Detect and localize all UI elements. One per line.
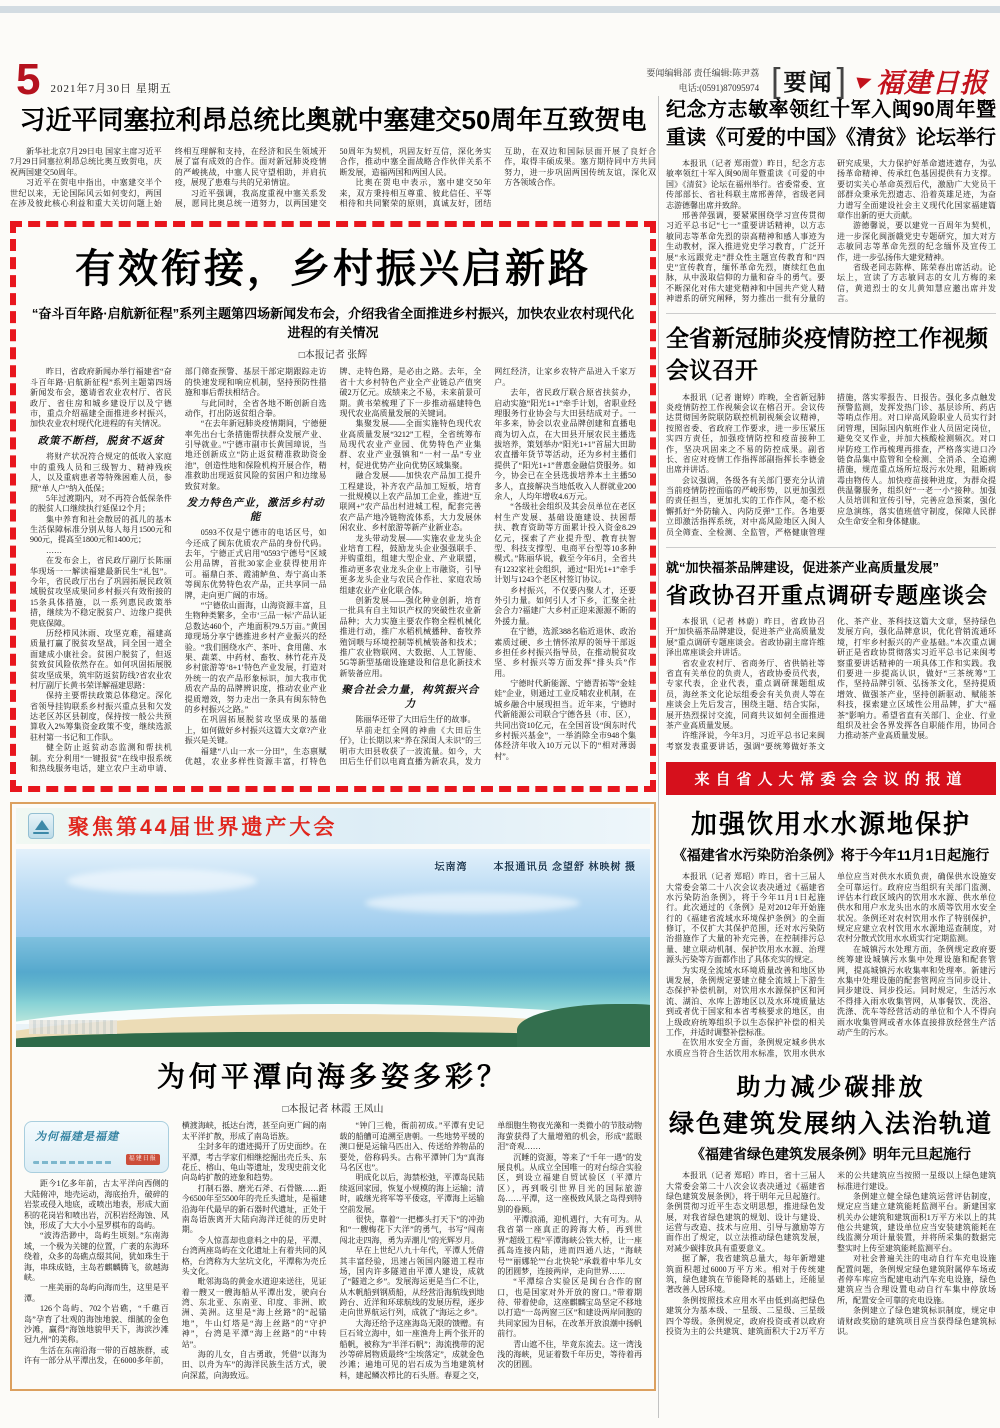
rural-subhead: “奋斗百年路·启航新征程”系列主题第四场新闻发布会，介绍我省全面推进乡村振兴，加快农业农村现代化进程的有关情况 [31, 306, 635, 341]
wave-icon [33, 1161, 112, 1164]
bracket-left: [ [771, 61, 781, 100]
xi-headline: 习近平同塞拉利昂总统比奥就中塞建交50周年互致贺电 [19, 105, 647, 135]
pingtan-byline: □本报记者 林霞 王凤山 [282, 1104, 384, 1116]
water-body: 本报讯（记者 郑昭）昨日，省十三届人大常委会第二十八次会议表决通过《福建省水污染防治条例》，将于今年11月1日起施行。此次通过的《条例》是对2012年开始施行的《福建省流域水环境保护条例》的全面修订，不仅扩大其保护范围，还对水污染防治措施作了大量的补充完善，在控制排污总量、建立联动机制、保护饮用水水源、治理源头污染等方面都作出了具体充实的规定。 为实现全流域水环境质量改善和地区协调发展，条例规定要建立健全流域上下游生态保护补偿机制，对饮用水水源保护区和河流、湖泊、水库上游地区以及水环境质量达到或者优于国家和本省考核要求的地区，由上级政府统筹组织予以生态保护补偿的相关工作，并适时调整补偿标准。 在饮用水安全方面，条例规定城乡供水水质应当符合生活饮用水标准，饮用水供水单位应当对供水水质负责，确保供水设施安全可靠运行。政府应当组织有关部门监测、评估本行政区域内的饮用水水源、供水单位供水和用户水龙头出水的水质等饮用水安全状况。条例还对农村饮用水作了特别保护，规定应建立农村饮用水水源地巡查制度，对农村分散式饮用水水质实行定期监测。 在城镇污水处理方面，条例规定政府要统筹建设城镇污水集中处理设施和配套管网，提高城镇污水收集率和处理率。新建污水集中处理设施的配套管网应当同步设计、同步建设、同步投运。同时规定，生活污水不得排入雨水收集管网，从事餐饮、洗浴、洗涤、洗车等经营活动的单位和个人不得向雨水收集管网或者水体直接排放经营生产活动产生的污水。 [666, 872, 996, 1058]
header-left [16, 55, 172, 105]
header-right [646, 61, 988, 100]
section-label [771, 61, 846, 100]
cppcc-headline: 省政协召开重点调研专题座谈会 [666, 583, 989, 609]
masthead-text: 福建日报 [876, 68, 988, 98]
left-column [10, 96, 656, 1391]
green-kicker: 助力减少碳排放 [736, 1074, 926, 1102]
heritage-logo-icon [28, 813, 54, 839]
rural-byline: □本报记者 张辉 [298, 350, 368, 362]
photo-credit: 本报通讯员 念望舒 林映树 摄 [493, 862, 636, 874]
heritage-banner-title: 聚焦第44届世界遗产大会 [68, 816, 338, 840]
green-subhead: 《福建省绿色建筑发展条例》明年元旦起施行 [691, 1146, 971, 1163]
cppcc-kicker: 就“加快福茶品牌建设，促进茶产业高质量发展” [666, 560, 940, 576]
photo-cloud [67, 869, 257, 893]
masthead-logo [858, 61, 988, 100]
article-divider [666, 547, 996, 548]
green-headline: 绿色建筑发展纳入法治轨道 [668, 1110, 993, 1139]
editor-info [646, 66, 759, 95]
section-name: 要闻 [783, 69, 834, 95]
article-rural-revitalization [10, 221, 656, 792]
photo-location: 坛南湾 [434, 862, 468, 874]
covid-body: 本报讯（记者 谢婷）昨晚，全省新冠肺炎疫情防控工作视频会议在榕召开。会议传达贯彻国务院联防联控机制视频会议精神，按照省委、省政府工作要求，进一步压紧压实四方责任，加强疫情防控和疫苗接种工作，坚决巩固来之不易的防控成果。副省长、省应对疫情工作指挥部副指挥长李德金出席并讲话。 会议强调，各级各有关部门要充分认清当前疫情防控面临的严峻形势，以更加强烈的责任担当，更加扎实的工作作风，毫不松懈抓好“外防输入、内防反弹”工作。各地要立即激活指挥系统，对中高风险地区入闽人员全筛查、全检测、全监管，严格健康管理措施，落实零报告、日报告。强化多点触发预警监测，发挥发热门诊、基层诊所、药店等哨点作用。对口岸高风险职业人员实行封闭管理，国际国内航班作业人员固定岗位，避免交叉作业，并加大核酸检测频次。对口岸防疫工作再梳理再排查，严格落实进口冷链食品集中监管和全检测、全消杀、全追溯措施，规范重点场所垃圾污水处理，阻断病毒由物传人。加快疫苗接种进度，为群众提供温馨服务，组织好“一老一小”接种。加强人员培训和宣传引导，完善应急预案，强化应急演练，落实值班值守制度，保障人民群众生命安全和身体健康。 [666, 392, 996, 537]
right-column [666, 96, 996, 1337]
pingtan-headline: 为何平潭向海多姿多彩？ [156, 1061, 509, 1093]
xi-body: 新华社北京7月29日电 国家主席习近平7月29日同塞拉利昂总统比奥互致贺电，庆祝两国建交50周年。 习近平在贺电中指出，中塞建交半个世纪以来，无论国际风云如何变幻，两国在涉及彼此核心利益和重大关切问题上始终相互理解和支持，在经济和民生领域开展了富有成效的合作。面对新冠肺炎疫情的严峻挑战，中塞人民守望相助，并肩抗疫，展现了患难与共的兄弟情谊。 习近平强调，我高度重视中塞关系发展，愿同比奥总统一道努力，以两国建交50周年为契机，巩固友好互信，深化务实合作，推动中塞全面战略合作伙伴关系不断发展，造福两国和两国人民。 比奥在贺电中表示，塞中建交50年来，双方秉持相互尊重、彼此信任、平等相待和共同繁荣的原则，真诚友好，团结互助，在双边和国际层面开展了良好合作，取得丰硕成果。塞方期待同中方共同努力，进一步巩固两国传统友谊，深化双方各领域合作。 [10, 147, 656, 208]
flag-icon [856, 73, 873, 89]
page-number: 5 [16, 55, 41, 105]
column-divider [658, 96, 659, 1418]
series-logo [24, 1121, 169, 1173]
covid-headline: 全省新冠肺炎疫情防控工作视频会议召开 [666, 325, 988, 383]
photo-caption [435, 858, 637, 873]
photo-cloud [365, 893, 581, 913]
pingtan-body: 为何福建是福建 福建日报 距今1亿多年前，古太平洋向西侧的大陆俯冲，地壳运动，海底抬升，破碎的岩浆或侵入地底，或喷出地表，形成大面积的花岗岩和喷出岩，沉积岩经海蚀、风蚀，形成了大大小小星罗棋布的岛屿。 “波涛浩渺中，岛屿生顷刻。”东南海域，一个极为关键的位置，广袤的东海环绕着，众多的岛礁点缀其间，犹如珠生于海，串珠成链，主岛若麒麟腾飞，欲越海峡。 一座美丽的岛屿向海而生，这里是平潭。 126个岛屿、702个岩礁，“千礁百岛”孕育了壮观的海蚀地貌、细腻的金色沙滩，赢得“海蚀地貌甲天下，海滨沙滩冠九州”的美称。 生活在东南沿海一带的百越族群，或许有一部分从平潭出发，在6000多年前，横渡海峡，抵达台湾，甚至向更广阔的南太平洋扩散，形成了南岛语族。 尘封多年的遗迹揭开了历史面纱。在平潭，考古学家们相继挖掘出壳丘头、东花丘、榕山、龟山等遗址，发现史前文化向岛屿扩散的迹象和趋势。 打制石器、磨光石斧、石骨镞……距今6500年至5500年的壳丘头遗址，是福建沿海年代最早的新石器时代遗址，正处于南岛语族离开大陆向海洋迁徙的历史时期。 令人惊喜却也意料之中的是，平潭、台湾两座岛屿在文化遗址上有着共同的风格，台湾称为大坌坑文化，平潭称为壳丘头文化。 毗邻海岛的黄金水道迎来送往，见证着一艘又一艘海船从平潭出发，驶向台湾、东北亚、东南亚、印度、非洲、欧洲、美洲。这里是“海上丝路”的“起锚地”，牛山灯塔是“海上丝路”的“守护神”，台湾是平潭“海上丝路”的“中转站”。 海的儿女，自古勇敢，凭借“以海为田、以舟为车”的海洋民族生活方式，驶向深蓝，向海致远。 “钟门三桅，衙前初成。”平潭有史记载的船艚可追溯至唐朝。一些地势平缓的澳口便是运输马匹出入、传送给养物品的要处，俗称码头。古称平潭钟门为“真海马名区也”。 明成化以后，海禁松弛，平潭岛民陆续返回家园，恢复小规模的海上运输；清时，戚继光将军等平倭寇，平潭海上运输空前发展。 很快，靠着“一把榔头打天下”的冲劲和“一艘梅花下大洋”的勇气，书写“闯南闯北走四海，勇为弄潮儿”的光辉岁月。 早在上世纪八九十年代，平潭人凭借其丰富经验，迅速占领国内隧道工程市场，国内许多隧道由平潭人建设，成就了“隧道之乡”。发展海运更是当仁不让，从木帆船到钢质船，从经营沿海航线到地跨台、近洋和环球航线的发展历程，逐步走向世界航运行列，成就了“海运之乡”。 大海还给予这座海岛无限的馈赠。有巨石耸立海中，如一座渔舟上两个张开的船帆，被称为“半洋石帆”；海流携带的泥沙等碎屑物质最终“尘埃落定”，成就金色沙滩；遍地可见的岩石成为当地建筑材料，建起鳞次栉比的石头厝。春夏之交，单细胞生物夜光藻和一类微小的节肢动物海萤获得了大量增殖的机会，形成“蓝眼泪”奇观…… 沉睡的资源，等来了“千年一遇”的发展良机。从成立全国唯一的对台综合实验区，到设立福建自贸试验区（平潭片区），再到吸引世界目光的国际旅游岛……平潭，这一座极致风景之岛得到特别的眷顾。 平潭浪涌，迎机遇行，大有可为。从我省第一座真正的跨海大桥，再到世界“超级工程”平潭海峡公铁大桥，让一座孤岛连接内陆，进而四通八达，“海峡号”“丽娜轮”“台北快轮”承载着中华儿女的团圆梦，连接两岸，走向世界…… “平潭综合实验区是闽台合作的窗口，也是国家对外开放的窗口。”带着期待、带着使命，这座麒麟宝岛坚定不移地以打造“一岛两窗三区”和建设两岸同胞的共同家园为目标，在改革开放浪潮中扬帆前行。 青山遮不住，毕竟东流去。这一湾浅浅的海峡，见证着数千年历史，等待着再次的团圆。 [24, 1121, 642, 1380]
heritage-feature-box [10, 802, 656, 1391]
top-strip [0, 6, 1000, 13]
bracket-right: ] [836, 61, 846, 100]
article-green-building [666, 1067, 996, 1337]
publication-date: 2021年7月30日 星期五 [50, 83, 172, 95]
article-pingtan [16, 1047, 650, 1385]
article-fangzhimin-forum [666, 96, 996, 304]
series-logo-seal: 福建日报 [126, 1154, 160, 1166]
editor-line: 要闻编辑部 责任编辑:陈尹荔 [646, 68, 760, 79]
page-header [16, 42, 988, 105]
water-headline: 加强饮用水水源地保护 [690, 809, 971, 840]
memorial-body: 本报讯（记者 郑雨萱）昨日，纪念方志敏率领红十军入闽90周年暨重读《可爱的中国》《清贫》论坛在福州举行。省委常委、宣传部部长、省社科联主席邢善萍，省级老同志游德馨出席并致辞。 邢善萍强调，要紧紧围绕学习宣传贯彻习近平总书记“七一”重要讲话精神，以方志敏同志等革命先烈的崇高精神和感人事迹为生动教材，深入推进党史学习教育，广泛开展“永远跟党走”群众性主题宣传教育和“四史”宣传教育，缅怀革命先烈，赓续红色血脉，从中汲取信仰的力量和奋斗的勇气。要不断深化对伟大建党精神和中国共产党人精神谱系的研究阐释，努力推出一批有分量的研究成果，大力保护好革命遗迹遗存，为弘扬革命精神、传承红色基因提供有力支撑。要切实关心革命英烈后代，激励广大党员干部群众秉承先烈遗志、沿着英雄足迹，为奋力谱写全面建设社会主义现代化国家福建篇章作出新的更大贡献。 游德馨说，要以建党一百周年为契机，进一步深化闽浙赣党史专题研究，加大对方志敏同志等革命先烈的纪念缅怀及宣传工作，进一步弘扬伟大建党精神。 省级老同志陈桦、陈荣春出席活动。论坛上，宣读了方志敏同志的女儿方梅的来信，黄道烈士的女儿黄知慧应邀出席并发言。 [666, 159, 996, 304]
rural-body: 昨日，省政府新闻办举行福建省“奋斗百年路·启航新征程”系列主题第四场新闻发布会，邀请省农业农村厅、省民政厅、省住房和城乡建设厅以及宁德市，重点介绍福建全面推进乡村振兴，加快农业农村现代化进程的有关情况。 政策不断档，脱贫不返贫 将财产状况符合规定的低收入家庭中的重残人员和三级智力、精神残疾人，以及重病患者等特殊困难人员，参照“单人户”纳入低保； 5年过渡期内，对不再符合低保条件的脱贫人口继续执行延保12个月； 集中养育和社会散居的孤儿的基本生活保障标准分别从每人每月1500元和900元，提高至1800元和1400元； …… 在发布会上，省民政厅副厅长陈丽华现场一一解读福建最新民生“礼包”。今年，省民政厅出台了巩固拓展民政领域脱贫攻坚成果同乡村振兴有效衔接的15条具体措施，以一系列惠民政策举措，继续为不稳定脱贫户、边缘户提供兜底保障。 历经栉风沐雨、攻坚克难，福建高质量打赢了脱贫攻坚战，同全国一道全面建成小康社会。贫困户脱贫了，但返贫致贫风险依然存在。如何巩固拓展脱贫攻坚成果，筑牢防返贫防线?省农业农村厅副厅长黄书荣详解福建思路： 保持主要帮扶政策总体稳定。深化省领导挂钩联系乡村振兴重点县和欠发达老区苏区县制度，保持按一般公共预算收入2%筹集资金政策不变，继续选派驻村第一书记和工作队。 健全防止返贫动态监测和帮扶机制。充分利用“一键报贫”在线申报系统和热线服务电话，建立农户主动申请、部门筛查预警、基层干部定期跟踪走访的快速发现和响应机制，坚持预防性措施和事后帮扶相结合。 与此同时，全省各地不断创新自选动作，打出防返贫组合拳。 “在去年新冠肺炎疫情期间，宁德便率先出台七条措施帮扶群众发展产业、引导就业。”宁德市副市长黄国璋说，当地还创新成立“防止返贫精准救助资金池”，创造性地和保险机构开展合作，精准救助出现返贫风险的贫困户和边缘易致贫对象。 发力特色产业，激活乡村动能 0593不仅是宁德市的电话区号，如今还成了闽东优质农产品的身份代码。去年，宁德正式启用“0593宁德号”区域公用品牌，首批30家企业获得使用许可。福鼎白茶、霞浦鲈鱼、寿宁高山茶等闽东优势特色农产品，正共享同一品牌，走向更广阔的市场。 “宁德依山面海，山海资源丰富，且生物种类繁多，全市‘三品一标’产品认证总数达460个，产地面积79.5万亩。”黄国璋现场分享宁德推进乡村产业振兴的经验。“我们围绕水产、茶叶、食用菌、水果、蔬菜、中药材、畜牧、林竹花卉及乡村旅游等‘8+1’特色产业发展，打造对外统一的农产品形象标识，加大我市优质农产品的品牌辨识度，推动农业产业提质增效，努力走出一条具有闽东特色的乡村振兴之路。” 在巩固拓展脱贫攻坚成果的基础上，如何做好乡村振兴这篇大文章?产业振兴是关键。 福建“八山一水一分田”，生态禀赋优越，农业多样性资源丰富，打特色牌、走特色路，是必由之路。去年，全省十大乡村特色产业全产业链总产值突破2万亿元。成绩来之不易，未来前景可期。黄书荣梳理了下一步推动福建特色现代农业高质量发展的关键词。 集聚发展——全面实施特色现代农业高质量发展“3212”工程，全省统筹布局现代农业产业园、优势特色产业集群、农业产业强镇和“一村一品”专业村，促进优势产业向优势区域集聚。 融合发展——加快农产品加工提升工程建设，补齐农产品加工短板，培育一批规模以上农产品加工企业，推进“互联网+”农产品出村进城工程，配套完善农产品产地冷链物流体系，大力发展休闲农业、乡村旅游等新产业新业态。 龙头带动发展——实施农业龙头企业培育工程，鼓励龙头企业强强联手、并购重组，组建大型企业、产业联盟，推动更多农业龙头企业上市融资，引导更多龙头企业与农民合作社、家庭农场组建农业产业化联合体。 创新发展——强化种业创新，培育一批具有自主知识产权的突破性农业新品种；大力实施主要农作物全程机械化推进行动，推广水稻机械播种、畜牧养殖饲喂与环境控制等机械装备和技术；推广农业物联网、大数据、人工智能、5G等新型基础设施建设和信息化新技术新装备应用。 聚合社会力量，构筑振兴合力 陈丽华还带了大田后生仔的故事。 早前走红全网的神曲《大田后生仔》，让长期以来“养在深闺人未识”的三明市大田县收获了一波流量。如今，大田后生仔们以电商直播为新农具，发力网红经济，让家乡农特产品进入千家万户。 去年，省民政厅联合原省扶贫办，启动实施“阳光1+1”牵手计划，省职业经理服务行业协会与大田县结成对子。一年多来，协会以农业品牌创建和直播电商为切入点，在大田县开展农民主播选拔培养，策划举办“阳光1+1”首届大田助农直播年货节等活动，还为乡村主播们提供了“阳光1+1”普惠金融信贷服务。如今，协会已在全县选拔培养本土主播50多人，直接解决当地低收入人群就业200余人，人均年增收4.6万元。 “各级社会组织及其会员单位在老区村生产发展、基础设施建设、扶困帮扶、教育资助等方面累计投入资金8.29亿元，探索了产业提升型、教育扶智型、科技支撑型、电商平台型等10多种模式。”陈丽华说，截至今年6月，全省共有1232家社会组织，通过“阳光1+1”牵手计划与1243个老区村签订协议。 乡村振兴，不仅要内聚人才，还要外引力量。如何引人才下乡，汇聚全社会合力?福建广大乡村正迎来源源不断的外援力量。 在宁德，选派388名临近退休、政治素质过硬、乡土情怀浓厚的领导干部返乡担任乡村振兴指导员，在推动脱贫攻坚、乡村振兴等方面发挥“排头兵”作用。 宁德时代新能源、宁德青拓等“金娃娃”企业，则通过工业反哺农业机制，在城乡融合中展现担当。近年来，宁德时代新能源公司联合宁德各县（市、区），共同出资10亿元，在全国首设“闽东时代乡村振兴基金”，一举消除全市948个集体经济年收入10万元以下的“相对薄弱村”。 [30, 367, 636, 774]
rural-headline: 有效衔接，乡村振兴启新路 [75, 247, 591, 292]
memorial-headline: 纪念方志敏率领红十军入闽90周年暨重读《可爱的中国》《清贫》论坛举行 [666, 99, 996, 149]
water-subhead: 《福建省水污染防治条例》将于今年11月1日起施行 [672, 847, 990, 864]
green-body: 本报讯（记者 郑昭）昨日，省十三届人大常委会第二十八次会议表决通过《福建省绿色建筑发展条例》，将于明年元旦起施行。条例贯彻习近平生态文明思想，推进绿色发展，对我省绿色建筑的规划、设计与建设、运营与改造、技术与应用、引导与激励等方面作出了规定，以立法推动绿色建筑发展，对减少碳排放具有重要意义。 据了解，我省建筑总量大，每年新增建筑面积超过6000万平方米。相对于传统建筑，绿色建筑在节能降耗的基础上，还能显著改善人居环境。 条例按照技术应用水平由低到高把绿色建筑分为基本级、一星级、二星级、三星级四个等级。条例规定，政府投资或者以政府投资为主的公共建筑、建筑面积大于2万平方米的公共建筑应当按照一星级以上绿色建筑标准进行建设。 条例建立健全绿色建筑运营评估制度，规定应当建立建筑能耗监测平台。新建国家机关办公建筑和建筑面积1万平方米以上的其他公共建筑，建设单位应当安装建筑能耗在线监测分项计量装置，并将所采集的数据完整实时上传至建筑能耗监测平台。 对社会普遍关注的电动自行车充电设施配置问题，条例规定绿色建筑附属停车场或者停车库应当配建电动汽车充电设施，绿色建筑应当合理设置电动自行车集中停放场所，配置安全可靠的充电设施。 条例建立了绿色建筑标识制度，规定申请财政奖励的建筑项目应当获得绿色建筑标识。 [666, 1171, 996, 1336]
article-covid-meeting [666, 323, 996, 538]
article-xi-congratulations [10, 100, 656, 209]
phone-line: 电话:(0591)87095974 [678, 82, 760, 93]
article-cppcc-symposium [666, 557, 996, 752]
article-divider [666, 313, 996, 314]
tannanwan-beach-photo [16, 849, 650, 1047]
heritage-banner [16, 808, 650, 844]
article-water-protection [666, 804, 996, 1059]
photo-village [29, 1020, 118, 1034]
cppcc-body: 本报讯（记者 林蔚）昨日，省政协召开“加快福茶品牌建设，促进茶产业高质量发展”重点调研专题座谈会。省政协副主席许维泽出席座谈会并讲话。 省农业农村厅、省商务厅、省供销社等省直有关单位的负责人，省政协委员代表，专家代表，企业代表，重点调研课题组成员，海丝茶文化论坛组委会有关负责人等在座谈会上先后发言，围绕主题、结合实际，展开热烈探讨交流，同商共议如何全面推进茶产业高质量发展。 许维泽说，今年3月，习近平总书记来闽考察发表重要讲话，强调“要统筹做好茶文化、茶产业、茶科技这篇大文章，坚持绿色发展方向，强化品牌意识，优化营销流通环境，打牢乡村振兴的产业基础。”本次重点调研正是省政协贯彻落实习近平总书记来闽考察重要讲话精神的一项具体工作和实践。我们要进一步提高认识，做好“三茶统筹”工作，坚持品牌引领、弘扬茶文化，坚持提质增效、做强茶产业，坚持创新驱动、赋能茶科技，探索建立区域性公用品牌，扩大“福茶”影响力。希望省直有关部门、企业、行业组织及社会各界发挥各自职能作用，协同合力推动茶产业高质量发展。 [666, 617, 996, 751]
series-logo-text: 为何福建是福建 [35, 1131, 119, 1144]
npc-report-banner: 来自省人大常委会会议的报道 [666, 762, 996, 795]
